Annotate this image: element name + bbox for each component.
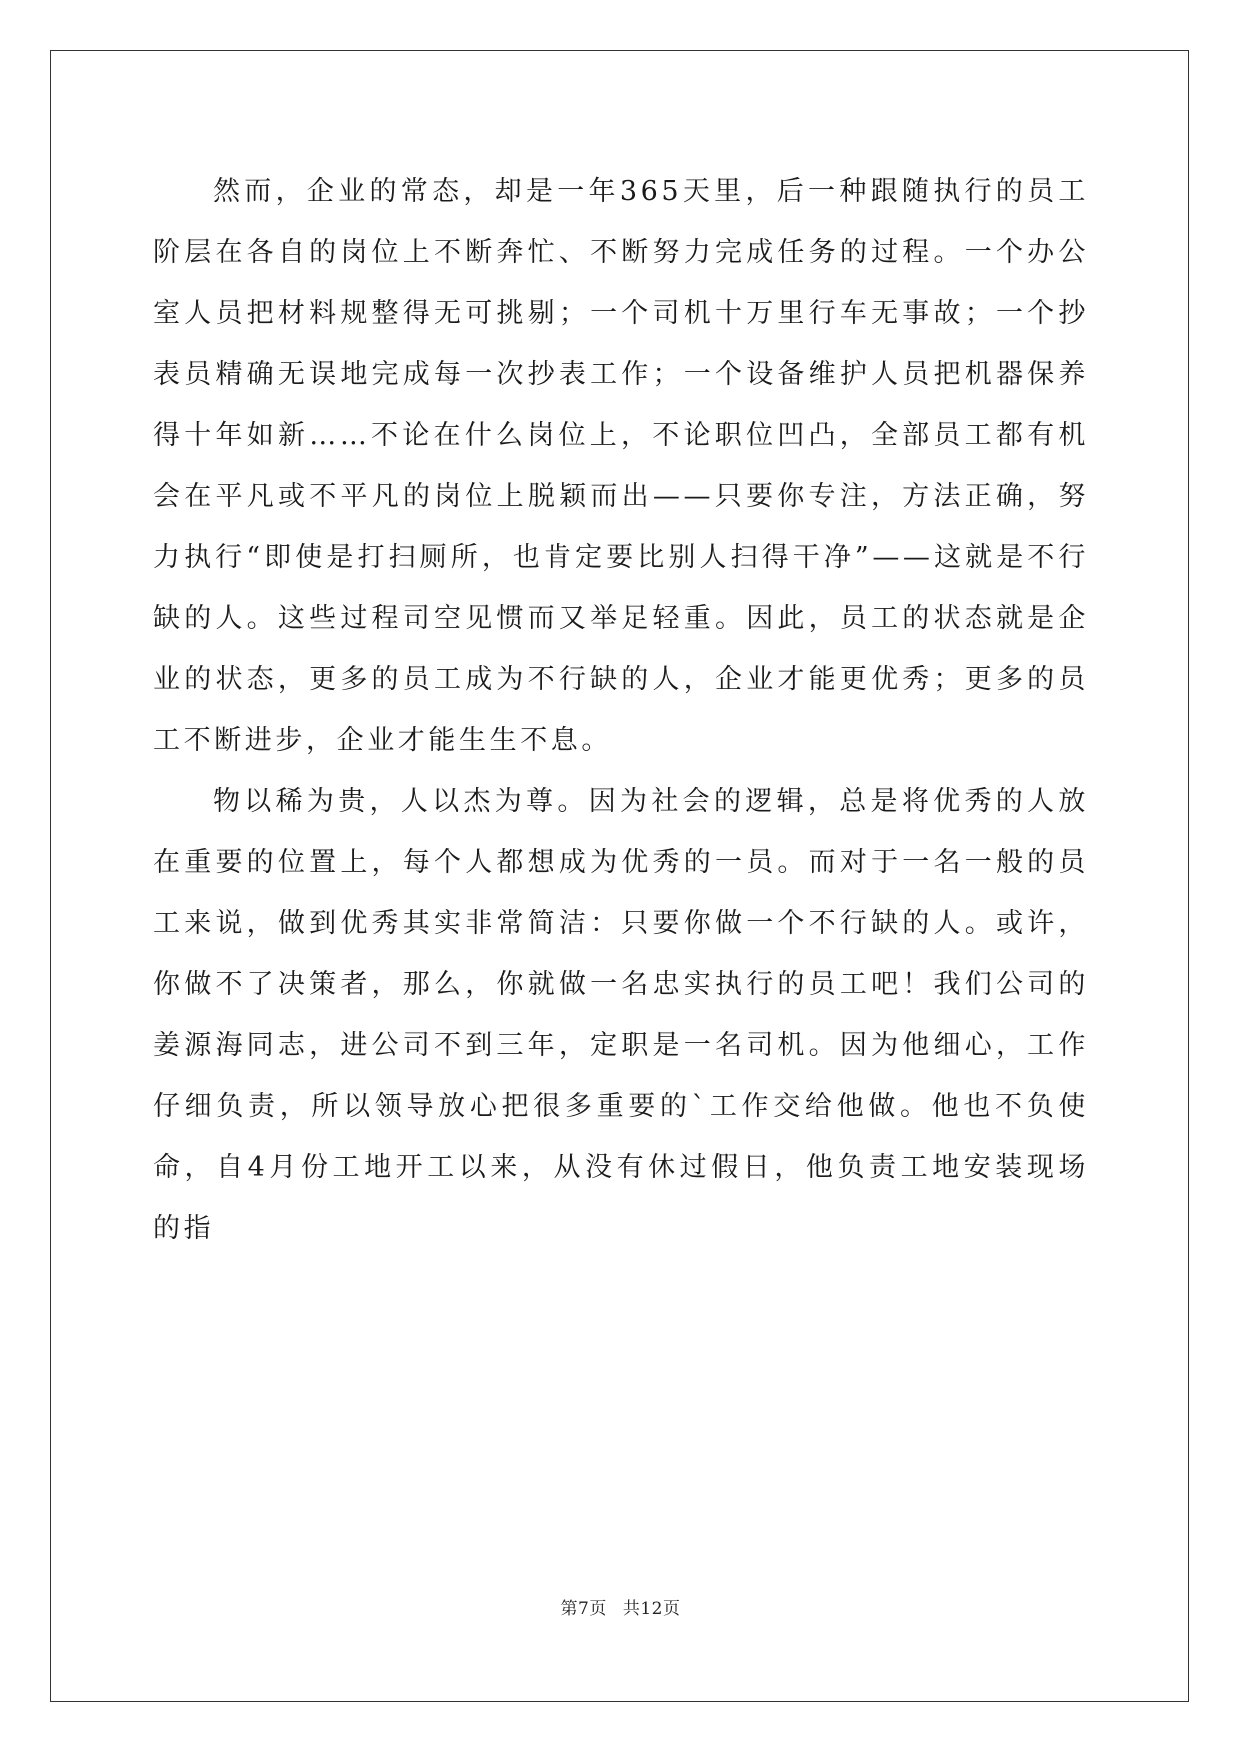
document-body	[153, 161, 1089, 1259]
paragraph: 物以稀为贵，人以杰为尊。因为社会的逻辑，总是将优秀的人放在重要的位置上，每个人都想成为优秀的一员。而对于一名一般的员工来说，做到优秀其实非常简洁：只要你做一个不行缺的人。或许，你做不了决策者，那么，你就做一名忠实执行的员工吧！我们公司的姜源海同志，进公司不到三年，定职是一名司机。因为他细心，工作仔细负责，所以领导放心把很多重要的`工作交给他做。他也不负使命，自4月份工地开工以来，从没有休过假日，他负责工地安装现场的指	[153, 786, 1089, 1244]
paragraph: 然而，企业的常态，却是一年365天里，后一种跟随执行的员工阶层在各自的岗位上不断奔忙、不断努力完成任务的过程。一个办公室人员把材料规整得无可挑剔；一个司机十万里行车无事故；一个抄表员精确无误地完成每一次抄表工作；一个设备维护人员把机器保养得十年如新……不论在什么岗位上，不论职位凹凸，全部员工都有机会在平凡或不平凡的岗位上脱颖而出——只要你专注，方法正确，努力执行“即使是打扫厕所，也肯定要比别人扫得干净”——这就是不行缺的人。这些过程司空见惯而又举足轻重。因此，员工的状态就是企业的状态，更多的员工成为不行缺的人，企业才能更优秀；更多的员工不断进步，企业才能生生不息。	[153, 176, 1089, 756]
page-footer	[0, 1594, 1241, 1619]
page-number: 第7页	[560, 1599, 607, 1619]
page-total: 共12页	[622, 1599, 681, 1619]
